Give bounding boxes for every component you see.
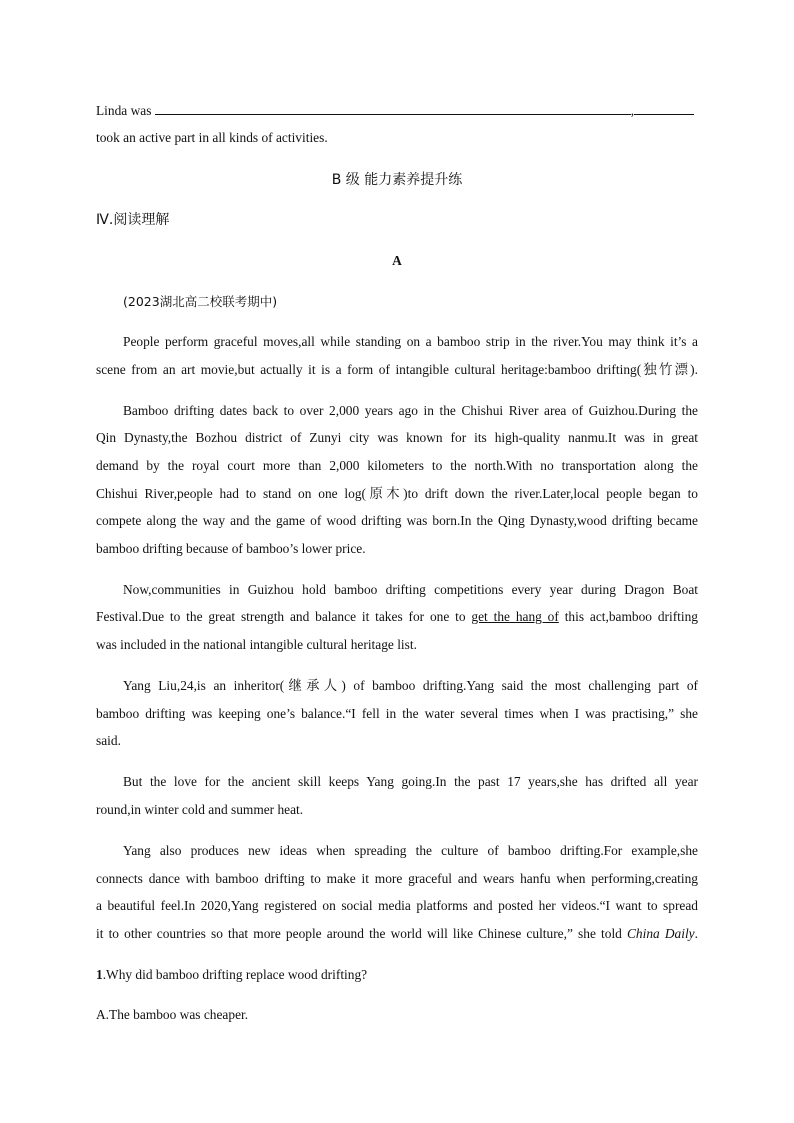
answer-blank-1[interactable] [155,102,631,115]
p3-line-2 [96,608,698,626]
fill-in-line-2: took an active part in all kinds of activities. [96,130,328,145]
p3-line-3: was included in the national intangible cultural heritage list. [96,637,417,652]
fill-in-prefix: Linda was [96,103,155,118]
option-a[interactable]: A.The bamboo was cheaper. [96,1007,249,1022]
p3-line-2-b: this act,bamboo drifting [558,609,698,624]
p1-line-2: scene from an art movie,but actually it is a form of intangible cultural heritage:bamboo drifting(独竹漂). [96,362,698,377]
passage-label: A [392,253,402,268]
p2-line-1: Bamboo drifting dates back to over 2,000 years ago in the Chishui River area of Guizhou.During the [123,403,698,418]
p4-line-1: Yang Liu,24,is an inheritor(继承人) of bamboo drifting.Yang said the most challenging part of [123,678,698,693]
p6-line-4 [96,925,698,943]
p2-line-6: bamboo drifting because of bamboo’s lower price. [96,541,366,556]
p6-line-4-a: it to other countries so that more people around the world will like Chinese culture,” she told [96,926,627,941]
fill-in-comma: , [630,103,635,118]
p5-line-2: round,in winter cold and summer heat. [96,802,304,817]
fill-in-line-1 [96,102,694,120]
p2-line-3: demand by the royal court more than 2,000 kilometers to the north.With no transportation along the [96,458,698,473]
p4-line-2: bamboo drifting was keeping one’s balance.“I fell in the water several times when I was practising,” she [96,706,698,721]
p6-line-4-b: . [694,926,698,941]
p4-line-3: said. [96,733,121,748]
underlined-phrase: get the hang of [471,609,559,624]
p2-line-2: Qin Dynasty,the Bozhou district of Zunyi city was known for its high-quality nanmu.It was in great [96,430,698,445]
p3-line-2-a: Festival.Due to the great strength and balance it takes for one to [96,609,472,624]
question-number: 1 [96,967,103,982]
newspaper-name: China Daily [627,926,695,941]
p1-line-1: People perform graceful moves,all while standing on a bamboo strip in the river.You may think it’s a [123,334,698,349]
p5-line-1: But the love for the ancient skill keeps Yang going.In the past 17 years,she has drifted all year [123,774,698,789]
answer-blank-2[interactable] [634,102,694,115]
p6-line-1: Yang also produces new ideas when spreading the culture of bamboo drifting.For example,she [123,843,698,858]
section-title: B 级 能力素养提升练 [331,172,463,188]
p2-line-4: Chishui River,people had to stand on one log(原木)to drift down the river.Later,local people began to [96,486,698,501]
question-text: .Why did bamboo drifting replace wood drifting? [102,967,368,982]
p2-line-5: compete along the way and the game of wood drifting was born.In the Qing Dynasty,wood drifting became [96,513,698,528]
question-1 [96,966,367,984]
part-title: Ⅳ.阅读理解 [96,212,170,228]
source-note: (2023湖北高二校联考期中) [123,294,278,309]
p6-line-2: connects dance with bamboo drifting to make it more graceful and wears hanfu when performing,creating [96,871,698,886]
p3-line-1: Now,communities in Guizhou hold bamboo drifting competitions every year during Dragon Boat [123,582,698,597]
p6-line-3: a beautiful feel.In 2020,Yang registered on social media platforms and posted her videos.“I want to spread [96,898,698,913]
